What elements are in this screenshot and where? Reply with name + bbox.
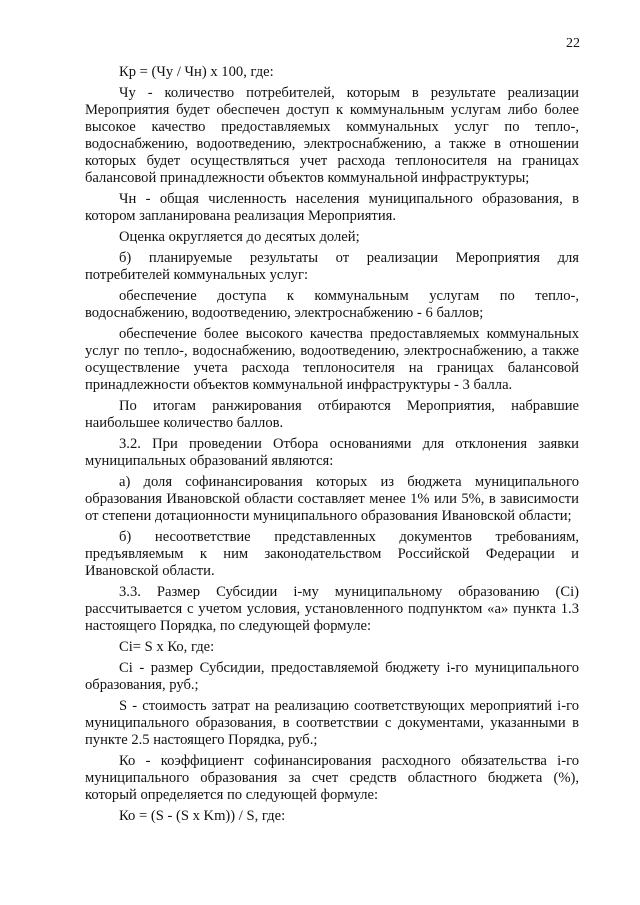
definition-s: S - стоимость затрат на реализацию соответствующих мероприятий i-го муниципального образования, в соответствии с документами, указанными в пункте 2.5 настоящего Порядка, руб.; xyxy=(85,698,579,748)
formula-kr: Кр = (Чу / Чн) х 100, где: xyxy=(119,64,274,80)
rounding-note: Оценка округляется до десятых долей; xyxy=(119,229,360,245)
rejection-reason-b: б) несоответствие представленных документов требованиям, предъявляемым к ним законодательством Российской Федерации и Ивановской области. xyxy=(85,529,579,579)
definition-chn: Чн - общая численность населения муниципального образования, в котором запланирована реализация Мероприятия. xyxy=(85,191,579,224)
definition-ci: Ci - размер Субсидии, предоставляемой бюджету i-го муниципального образования, руб.; xyxy=(85,660,579,693)
ranking-result: По итогам ранжирования отбираются Мероприятия, набравшие наибольшее количество баллов. xyxy=(85,398,579,431)
section-3-3: 3.3. Размер Субсидии i-му муниципальному образованию (Ci) рассчитывается с учетом условия, установленного подпунктом «а» пункта 1.3 настоящего Порядка, по следующей формуле: xyxy=(85,584,579,634)
formula-ko: Ко = (S - (S х Km)) / S, где: xyxy=(119,808,286,824)
formula-ci: Ci= S х Ко, где: xyxy=(119,639,215,655)
definition-chu: Чу - количество потребителей, которым в результате реализации Мероприятия будет обеспечен доступ к коммунальным услугам либо более высокое качество предоставляемых коммунальных услуг по тепло-, водоснабжению, водоотведению, электроснабжению, а также в отношении которых будет осуществляться учет расхода теплоносителя на границах балансовой принадлежности объектов коммунальной инфраструктуры; xyxy=(85,85,579,186)
definition-ko: Ко - коэффициент софинансирования расходного обязательства i-го муниципального образования за счет средств областного бюджета (%), который определяется по следующей формуле: xyxy=(85,753,579,803)
page-number: 22 xyxy=(566,36,580,51)
criterion-b: б) планируемые результаты от реализации Мероприятия для потребителей коммунальных услуг: xyxy=(85,250,579,283)
score-access: обеспечение доступа к коммунальным услугам по тепло-, водоснабжению, водоотведению, электроснабжению - 6 баллов; xyxy=(85,288,579,321)
score-quality: обеспечение более высокого качества предоставляемых коммунальных услуг по тепло-, водоснабжению, водоотведению, электроснабжению, а также осуществление учета расхода теплоносителя на границах балансовой принадлежности объектов коммунальной инфраструктуры - 3 балла. xyxy=(85,326,579,393)
rejection-reason-a: а) доля софинансирования которых из бюджета муниципального образования Ивановской области составляет менее 1% или 5%, в зависимости от степени дотационности муниципального образования Ивановской области; xyxy=(85,474,579,524)
section-3-2: 3.2. При проведении Отбора основаниями для отклонения заявки муниципальных образований являются: xyxy=(85,436,579,469)
document-body xyxy=(85,64,579,829)
